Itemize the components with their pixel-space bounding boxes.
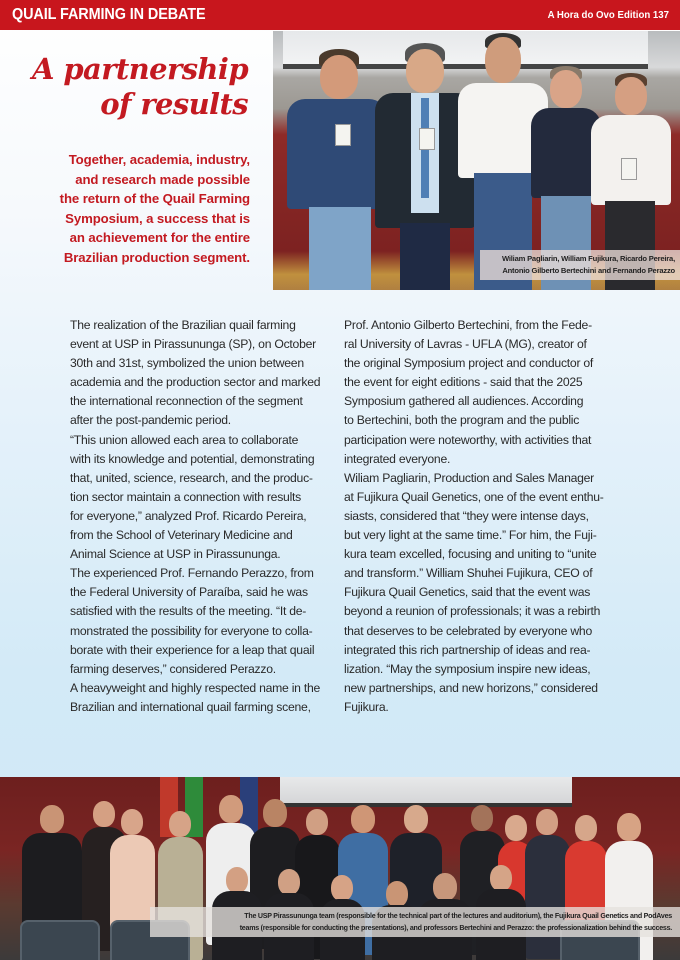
photo-person	[287, 49, 387, 290]
text-line: lization. “May the symposium inspire new ideas,	[344, 661, 591, 676]
text-line: integrated everyone.	[344, 451, 451, 466]
text-line: after the post-pandemic period.	[70, 413, 231, 428]
article-lead	[0, 150, 250, 267]
text-line: farming deserves,” considered Perazzo.	[70, 661, 276, 676]
caption-line: Wiliam Pagliarin, William Fujikura, Ricardo Pereira,	[501, 254, 675, 263]
lead-line: an achievement for the entire	[69, 230, 250, 245]
lead-line: Brazilian production segment.	[63, 249, 250, 265]
text-line: Animal Science at USP in Pirassununga.	[70, 547, 281, 562]
text-line: kura team excelled, focusing and uniting to “unite	[344, 547, 597, 562]
text-line: to Bertechini, both the program and the public	[344, 413, 580, 428]
text-line: The realization of the Brazilian quail farming	[70, 318, 296, 332]
text-line: monstrated the possibility for everyone to colla-	[70, 623, 313, 638]
text-line: that, united, science, research, and the produc-	[70, 470, 313, 485]
text-line: “This union allowed each area to collaborate	[70, 432, 299, 447]
text-line: Prof. Antonio Gilberto Bertechini, from the Fede-	[344, 318, 592, 332]
text-line: satisfied with the results of the meeting. “It de-	[70, 604, 307, 619]
group-photo-bottom	[0, 777, 680, 960]
text-line: Fujikura.	[344, 699, 389, 714]
title-line: A partnership	[31, 52, 248, 86]
top-photo-caption	[480, 250, 680, 280]
text-line: tion sector maintain a connection with results	[70, 489, 302, 504]
text-line: siasts, considered that “they were intense days,	[344, 508, 589, 523]
projection-screen	[280, 777, 572, 807]
section-label: QUAIL FARMING IN DEBATE	[12, 6, 206, 23]
text-line: event at USP in Pirassununga (SP), on October	[70, 337, 316, 352]
text-line: the international reconnection of the segment	[70, 394, 303, 409]
text-line: new partnerships, and new horizons,” considered	[344, 680, 598, 695]
text-line: the event for eight editions - said that the 2025	[344, 375, 583, 390]
bottom-photo-caption	[150, 907, 680, 937]
text-line: Symposium gathered all audiences. According	[344, 394, 584, 409]
text-line: but very light at the same time.” For him, the Fuji-	[344, 528, 597, 543]
text-line: A heavyweight and highly respected name in the	[70, 680, 321, 695]
page-header	[0, 0, 680, 30]
text-line: the Federal University of Paraíba, said he was	[70, 585, 308, 600]
text-line: participation were noteworthy, with activities that	[344, 432, 592, 447]
text-line: integrated this rich partnership of ideas and rea-	[344, 642, 591, 657]
text-line: Fujikura Quail Genetics, said that the event was	[344, 585, 591, 600]
text-line: beyond a reunion of professionals; it was a rebirth	[344, 604, 601, 619]
article-column-right	[344, 316, 624, 717]
text-line: Wiliam Pagliarin, Production and Sales Manager	[344, 470, 594, 485]
text-line: borate with their experience for a leap that quail	[70, 642, 315, 657]
text-line: from the School of Veterinary Medicine and	[70, 528, 293, 543]
text-line: The experienced Prof. Fernando Perazzo, from	[70, 566, 314, 581]
caption-line: The USP Pirassununga team (responsible for the technical part of the lectures and auditorium), the Fujikura Quail Genetics and PodAves	[244, 912, 672, 920]
text-line: with its knowledge and potential, demonstrating	[70, 451, 315, 466]
article-title	[8, 52, 248, 122]
auditorium-chair	[20, 920, 100, 960]
text-line: and transform.” William Shuhei Fujikura, CEO of	[344, 566, 593, 581]
lead-line: Together, academia, industry,	[68, 152, 250, 167]
lead-line: Symposium, a success that is	[65, 210, 250, 226]
lead-line: the return of the Quail Farming	[59, 191, 250, 206]
text-line: the original Symposium project and conductor of	[344, 356, 594, 371]
article-column-left	[70, 316, 342, 717]
text-line: that deserves to be celebrated by everyone who	[344, 623, 592, 638]
text-line: academia and the production sector and marked	[70, 375, 321, 390]
group-photo-top	[273, 31, 680, 290]
text-line: 30th and 31st, symbolized the union between	[70, 356, 304, 371]
lead-line: and research made possible	[75, 171, 250, 187]
caption-line: teams (responsible for conducting the presentations), and professors Bertechini and Perazzo: the professionalization behind the success.	[239, 924, 672, 932]
text-line: ral University of Lavras - UFLA (MG), creator of	[344, 337, 587, 352]
caption-line: Antonio Gilberto Bertechini and Fernando Perazzo	[502, 266, 675, 275]
title-line: of results	[100, 87, 248, 121]
text-line: at Fujikura Quail Genetics, one of the event enthu-	[344, 489, 604, 504]
text-line: for everyone,” analyzed Prof. Ricardo Pereira,	[70, 508, 307, 523]
text-line: Brazilian and international quail farming scene,	[70, 699, 311, 714]
edition-label: A Hora do Ovo Edition 137	[547, 9, 669, 21]
